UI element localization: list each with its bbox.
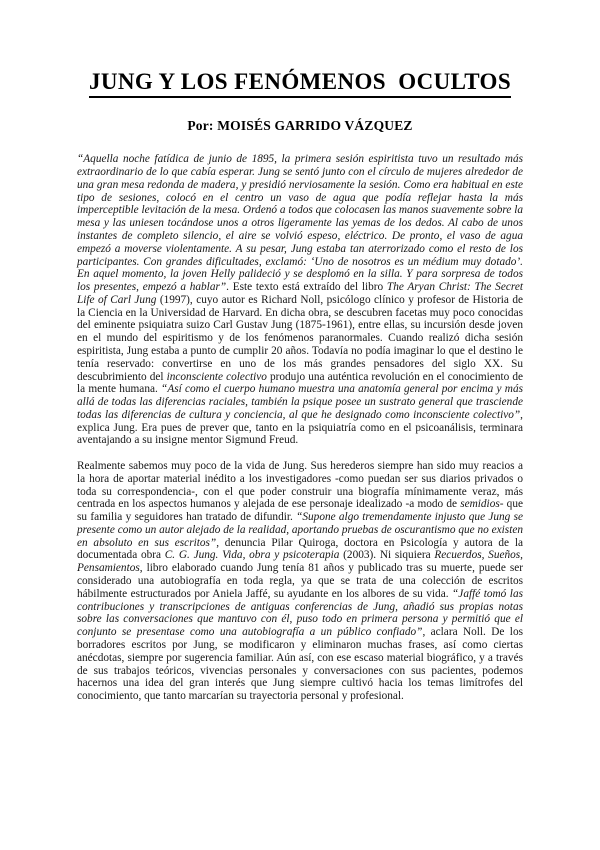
document-byline: Por: MOISÉS GARRIDO VÁZQUEZ [187,118,413,134]
text-run: inconsciente colectivo [166,370,267,383]
text-run: The Aryan Christ: The Secret Life of Carl Jung [77,281,523,306]
title-row [77,60,523,98]
paragraph-1 [77,153,523,447]
text-run: semidios [460,498,500,511]
text-run: produjo una auténtica revolución en el conocimiento de la mente humana. [77,370,523,396]
text-run: - que su familia y seguidores han tratado de difundir. [77,498,523,524]
text-run: “Aquella noche fatídica de junio de 1895, la primera sesión espiritista tuvo un resultado más extraordinario de lo que cabía esperar. Jung se sentó junto con el círculo de mujeres alrededor de una gran mesa redonda de madera, y presidió nerviosamente la sesión. Como era habitual en este tipo de sesiones, colocó en el centro un vaso de agua que podía reflejar hasta la más imperceptible levitación de la mesa. Ordenó a todos que colocasen las manos suavemente sobre la mesa y las uniesen tocándose unos a otros ligeramente las yemas de los dedos. Al cabo de unos instantes de completo silencio, el aire se volvió espeso, eléctrico. De pronto, el vaso de agua empezó a moverse violentamente. A su pesar, Jung estaba tan aterrorizado como el resto de los participantes. Con grandes dificultades, exclamó: ‘Uno de nosotros es un médium muy dotado’. En aquel momento, la joven Helly palideció y se desplomó en la silla. Y para sorpresa de todos los presentes, empezó a hablar” [77,153,523,294]
document-body [77,153,523,703]
text-run: , libro elaborado cuando Jung tenía 81 años y publicado tras su muerte, puede ser considerado una autobiografía en toda regla, ya que se trata de una colección de escritos hábilmente estructurados por Aniela Jaffé, su ayudante en los albores de su vida. [77,562,523,600]
text-run: , aclara Noll. De los borradores escritos por Jung, se modificaron y eliminaron muchas frases, así como ciertas anécdotas, siempre por sugerencia familiar. Aún así, con ese escaso material biográfico, y a través de sus trabajos teóricos, vivencias personales y conversaciones con sus pacientes, podemos hacernos una idea del gran interés que Jung siempre cultivó hacia los temas limítrofes del conocimiento, que tanto marcarían su trayectoria personal y profesional. [77,626,523,703]
text-run: , denuncia Pilar Quiroga, doctora en Psicología y autora de la documentada obra [77,536,523,562]
text-run: (2003). Ni siquiera [339,549,435,562]
document-title: JUNG Y LOS FENÓMENOS OCULTOS [89,69,511,98]
text-run: Recuerdos, Sueños, Pensamientos [77,549,524,575]
text-run: . Este texto está extraído del libro [226,281,387,294]
text-run: , explica Jung. Era pues de prever que, tanto en la psiquiatría como en el psicoanálisis, terminara aventajando a su insigne mentor Sigmund Freud. [77,408,523,447]
text-run: Realmente sabemos muy poco de la vida de Jung. Sus herederos siempre han sido muy reacios a la hora de aportar material inédito a los investigadores -como puedan ser sus diarios privados o toda su correspondencia-, con el que poder construir una biografía mínimamente veraz, más centrada en los aspectos humanos y alejada de ese personaje idealizado -a modo de [77,460,523,511]
text-run: “Así como el cuerpo humano muestra una anatomía general por encima y más allá de todas las diferencias raciales, también la psique posee un sustrato general que trasciende todas las diferencias de cultura y conciencia, al que he designado como inconsciente colectivo” [77,383,523,421]
text-run: C. G. Jung. Vida, obra y psicoterapia [164,549,340,562]
text-run: “Supone algo tremendamente injusto que Jung se presente como un autor alejado de la realidad, aportando pruebas de oscurantismo que no existen en absoluto en sus escritos” [77,511,523,549]
text-run: “Jaffé tomó las contribuciones y transcripciones de antiguas conferencias de Jung, añadió sus propias notas sobre las conversaciones que mantuvo con él, puso todo en primera persona y permitió que el conjunto se presentase como una autobiografía a un público confiado” [77,587,523,639]
paragraph-2 [77,460,523,703]
text-run: (1997), cuyo autor es Richard Noll, psicólogo clínico y profesor de Historia de la Ciencia en la Universidad de Harvard. En dicha obra, se descubren facetas muy poco conocidas del eminente psiquiatra suizo Carl Gustav Jung (1875-1961), entre ellas, su incursión desde joven en el mundo del espiritismo y de los fenómenos paranormales. Cuando realizó dicha sesión espiritista, Jung estaba a punto de cumplir 20 años. Todavía no podía imaginar lo que el destino le tenía reservado: convertirse en uno de los más grandes pensadores del siglo XX. Su descubrimiento del [77,293,523,383]
